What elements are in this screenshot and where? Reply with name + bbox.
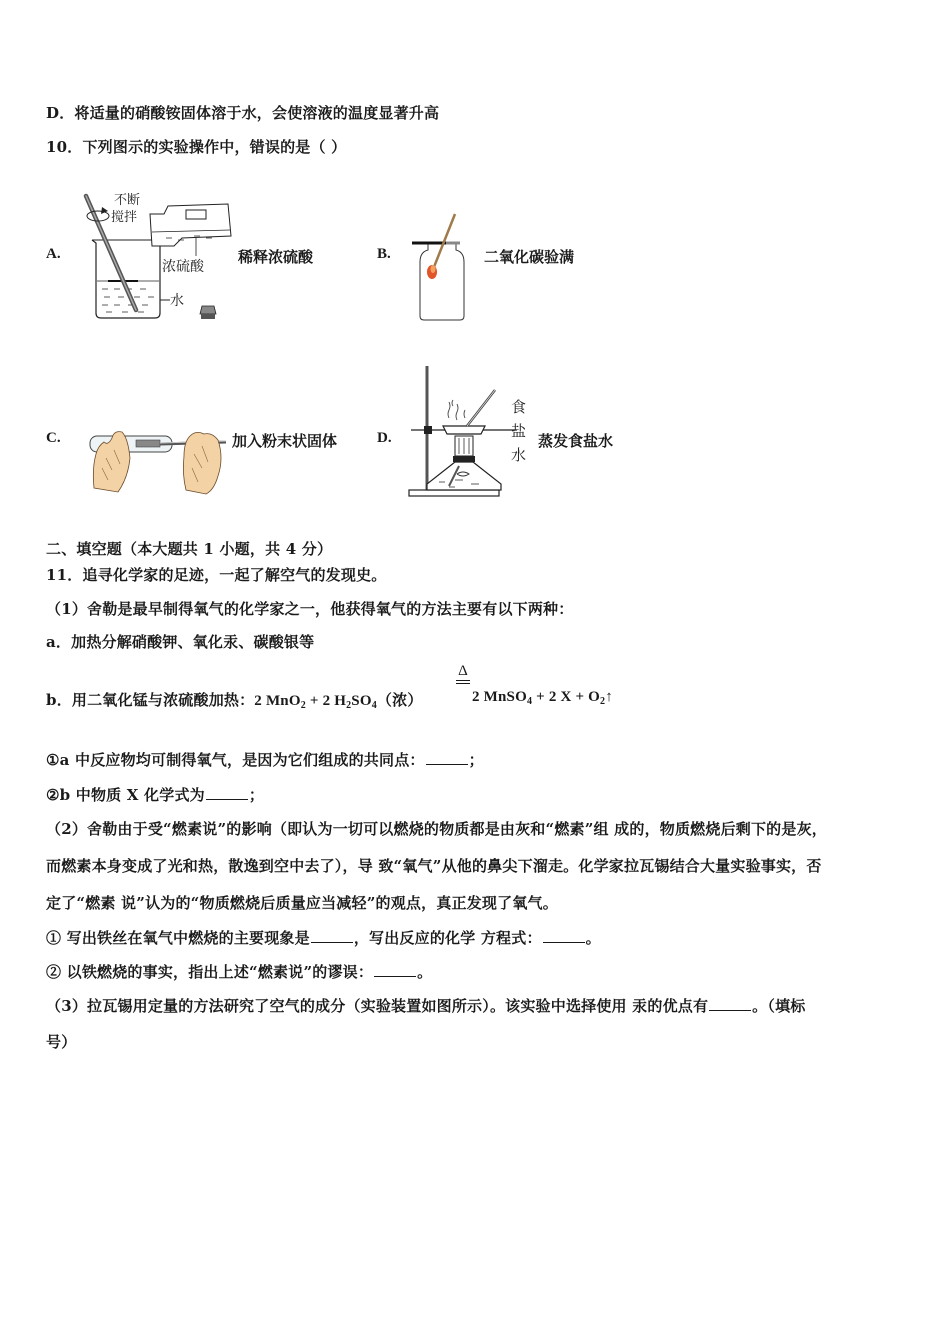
add-powder-solid-diagram	[78, 428, 236, 500]
q10-option-c-label: C.	[46, 430, 61, 446]
evaporate-brine-diagram	[405, 362, 535, 502]
q11-part3-line-2: 号）	[46, 1033, 77, 1051]
q10-option-a-label: A.	[46, 246, 61, 262]
answer-blank-3[interactable]	[311, 941, 353, 943]
q11-part2-line-2: 而燃素本身变成了光和热，散逸到空中去了），导 致“氧气”从他的鼻尖下溜走。化学家拉瓦锡结合大量实验事实，否	[46, 857, 822, 875]
stir-label-2: 搅拌	[111, 210, 138, 225]
answer-blank-1[interactable]	[426, 763, 468, 765]
q11-part2-q1: ① 写出铁丝在氧气中燃烧的主要现象是 ，写出反应的化学 方程式： 。	[46, 929, 601, 947]
acid-label: 浓硫酸	[162, 259, 204, 275]
heat-condition-icon: Δ	[456, 664, 470, 684]
equation-reactants: 2 MnO$_2$ + 2 $H_2SO_4$	[254, 693, 377, 711]
q11-stem: 11．追寻化学家的足迹，一起了解空气的发现史。	[46, 566, 387, 584]
q11-part1-intro: （1）舍勒是最早制得氧气的化学家之一，他获得氧气的方法主要有以下两种：	[46, 600, 574, 618]
brine-label-3: 水	[511, 446, 527, 464]
q11-method-a: a．加热分解硝酸钾、氧化汞、碳酸银等	[46, 633, 315, 651]
q11-part2-q2: ② 以铁燃烧的事实，指出上述“燃素说”的谬误： 。	[46, 963, 433, 981]
q11-part3-line-1: （3）拉瓦锡用定量的方法研究了空气的成分（实验装置如图所示）。该实验中选择使用 汞的优点有 。（填标	[46, 997, 806, 1015]
stir-label-1: 不断	[114, 193, 141, 208]
q11-method-b	[46, 689, 423, 711]
water-label: 水	[170, 293, 184, 309]
q10-option-d-label: D.	[377, 430, 392, 446]
answer-blank-2[interactable]	[206, 798, 248, 800]
q10-option-b-label: B.	[377, 246, 391, 262]
brine-label-1: 食	[511, 398, 527, 416]
answer-blank-4[interactable]	[543, 941, 585, 943]
q10-stem: 10．下列图示的实验操作中，错误的是（ ）	[46, 138, 347, 156]
q10-option-d-caption: 蒸发食盐水	[538, 432, 614, 450]
brine-label-2: 盐	[511, 422, 527, 440]
answer-blank-6[interactable]	[709, 1009, 751, 1011]
method-b-prefix: b．用二氧化锰与浓硫酸加热：	[46, 691, 255, 709]
section-heading-fill-blank: 二、填空题（本大题共 1 小题，共 4 分）	[46, 540, 333, 558]
q10-option-c-caption: 加入粉末状固体	[232, 432, 338, 450]
answer-blank-5[interactable]	[374, 975, 416, 977]
q10-option-b-caption: 二氧化碳验满	[484, 248, 575, 266]
q11-part2-line-3: 定了“燃素 说”认为的“物质燃烧后质量应当减轻”的观点，真正发现了氧气。	[46, 894, 558, 912]
q9-option-d: D．将适量的硝酸铵固体溶于水，会使溶液的温度显著升高	[46, 104, 440, 122]
equation-products: 2 MnSO$_4$ + 2 $X + O_2↑$	[472, 689, 613, 707]
co2-full-test-diagram	[410, 210, 475, 325]
q10-option-a-caption: 稀释浓硫酸	[238, 248, 314, 266]
q11-sub2: ②b 中物质 X 化学式为 ；	[46, 786, 265, 804]
q11-sub1: ①a 中反应物均可制得氧气，是因为它们组成的共同点： ；	[46, 751, 484, 769]
equation-reactant-note: （浓）	[376, 691, 423, 709]
q11-part2-line-1: （2）舍勒由于受“燃素说”的影响（即认为一切可以燃烧的物质都是由灰和“燃素”组 成的，物质燃烧后剩下的是灰，	[46, 820, 827, 838]
dilute-sulfuric-acid-diagram	[78, 188, 238, 323]
